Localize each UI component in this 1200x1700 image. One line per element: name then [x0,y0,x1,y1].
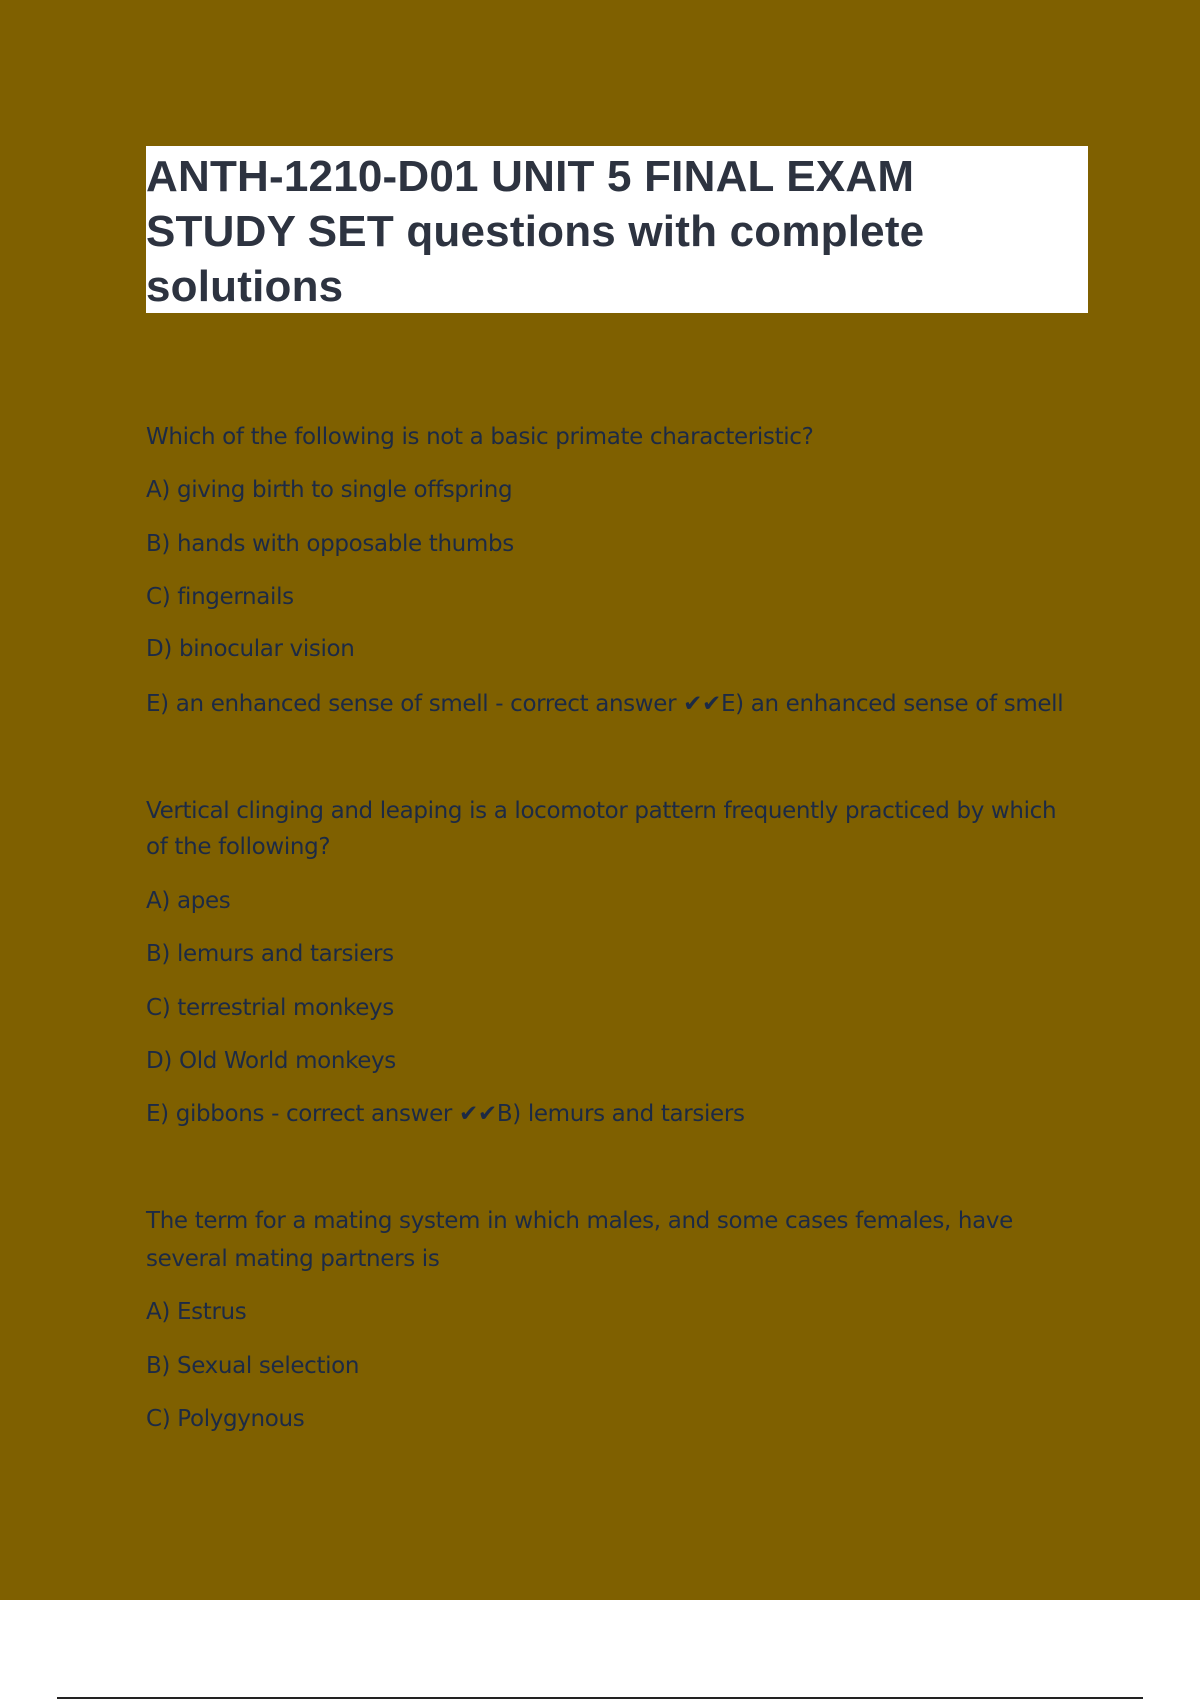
question-1-option-c: C) fingernails [146,584,294,610]
document-title-line-3: solutions [146,262,344,311]
question-1-option-d: D) binocular vision [146,636,355,662]
document-title-box [146,146,1088,313]
question-3-text-line-1: The term for a mating system in which males, and some cases females, have [146,1208,1013,1234]
question-2-text-line-2: of the following? [146,834,331,860]
question-3-option-b: B) Sexual selection [146,1353,360,1379]
document-title-line-1: ANTH-1210-D01 UNIT 5 FINAL EXAM [146,152,915,201]
question-2-option-a: A) apes [146,888,231,914]
question-1-option-a: A) giving birth to single offspring [146,477,513,503]
question-1-option-e-answer: E) an enhanced sense of smell - correct answer ✔✔E) an enhanced sense of smell [146,691,1064,717]
question-3-text-line-2: several mating partners is [146,1246,440,1272]
question-2-option-e-answer: E) gibbons - correct answer ✔✔B) lemurs and tarsiers [146,1101,745,1127]
question-2-option-b: B) lemurs and tarsiers [146,941,394,967]
question-1-option-b: B) hands with opposable thumbs [146,531,514,557]
question-3-option-c: C) Polygynous [146,1406,305,1432]
question-2-option-d: D) Old World monkeys [146,1048,396,1074]
footer-rule [57,1697,1143,1699]
question-3-option-a: A) Estrus [146,1299,247,1325]
question-1-text: Which of the following is not a basic primate characteristic? [146,424,814,450]
question-2-option-c: C) terrestrial monkeys [146,995,394,1021]
document-title-line-2: STUDY SET questions with complete [146,207,925,256]
question-2-text-line-1: Vertical clinging and leaping is a locomotor pattern frequently practiced by which [146,798,1057,824]
